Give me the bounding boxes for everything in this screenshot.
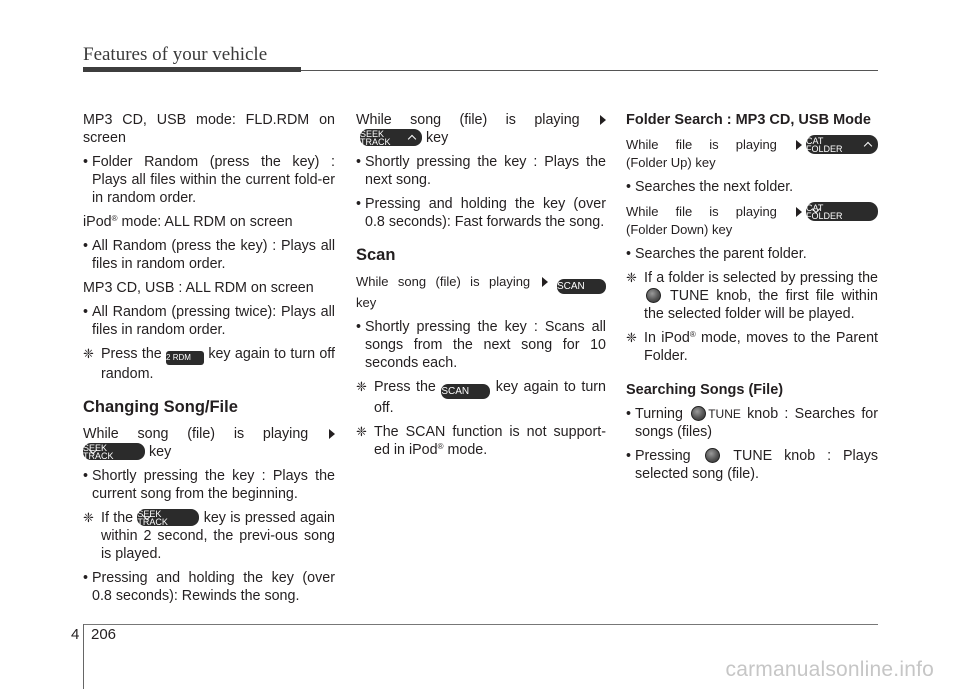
short-press-scan-bullet: • Shortly pressing the key : Scans all songs from the next song for 10 seconds each. [356,318,606,372]
folder-select-note: ❈ If a folder is selected by pressing the TUNE knob, the first file within the selected folder will be played. [626,270,878,322]
tune-knob-icon [705,448,720,463]
searching-songs-heading: Searching Songs (File) [626,382,784,398]
changing-song-heading: Changing Song/File [83,398,238,416]
play-triangle-icon [796,207,802,217]
folder-up-while-line: While file is playing CAT FOLDER [626,135,878,154]
play-triangle-icon [542,277,548,287]
hold-rewind-bullet: • Pressing and holding the key (over 0.8 seconds): Rewinds the song. [83,569,335,605]
hold-fast-forward-bullet: • Pressing and holding the key (over 0.8 seconds): Fast forwards the song. [356,195,606,231]
seek-track-up-key-icon: SEEK TRACK [360,129,422,146]
seek-down-key-line: SEEK TRACK key [83,443,172,461]
next-folder-bullet: • Searches the next folder. [626,178,878,196]
note-asterisk-icon: ❈ [626,330,637,345]
cat-folder-up-key-icon: CAT FOLDER [806,135,878,154]
folder-down-key-label: (Folder Down) key [626,222,733,237]
previous-song-note: ❈ If the SEEK TRACK key is pressed again within 2 second, the previ-ous song is played. [83,509,335,562]
seek-track-down-key-icon: SEEK TRACK [83,443,145,460]
tune-label: TUNE [708,407,741,421]
note-asterisk-icon: ❈ [626,270,637,285]
chapter-number: 4 [71,626,80,643]
short-press-restart-bullet: • Shortly pressing the key : Plays the current song from the beginning. [83,467,335,503]
tune-knob-icon [691,406,706,421]
cat-folder-down-key-icon: CAT FOLDER [806,202,878,221]
scan-while-playing-line: While song (file) is playing SCAN [356,273,606,294]
folder-random-bullet: • Folder Random (press the key) : Plays all files within the current fold-er in random order. [83,153,335,207]
seek-up-key-line: SEEK TRACK key [359,129,449,147]
all-random-bullet: • All Random (press the key) : Plays all files in random order. [83,237,335,273]
scan-ipod-note: ❈ The SCAN function is not support-ed in iPod® mode. [356,424,606,458]
parent-folder-bullet: • Searches the parent folder. [626,245,878,263]
rdm-off-note: ❈ Press the 2 RDM key again to turn off random. [83,346,335,382]
ipod-all-rdm-text: iPod® mode: ALL RDM on screen [83,214,293,230]
footer-divider [83,624,84,689]
site-watermark: carmanualsonline.info [725,658,934,681]
page-header-title: Features of your vehicle [83,44,268,65]
scan-key-word: key [356,295,377,310]
play-triangle-icon [600,115,606,125]
scan-off-note: ❈ Press the SCAN key again to turn off. [356,379,606,416]
column-2 [356,111,606,465]
seek-track-down-key-icon: SEEK TRACK [137,509,199,526]
footer-rule [83,624,878,625]
scan-key-icon: SCAN [441,384,490,399]
all-random-twice-bullet: • All Random (pressing twice): Plays all files in random order. [83,303,335,339]
folder-search-heading: Folder Search : MP3 CD, USB Mode [626,112,871,128]
ipod-parent-folder-note: ❈ In iPod® mode, moves to the Parent Folder. [626,330,878,364]
note-asterisk-icon: ❈ [83,346,94,361]
folder-up-key-label: (Folder Up) key [626,155,716,170]
note-asterisk-icon: ❈ [83,510,94,525]
play-triangle-icon [796,140,802,150]
note-asterisk-icon: ❈ [356,424,367,439]
scan-key-icon: SCAN [557,279,606,294]
while-playing-line: While song (file) is playing [83,425,335,443]
tune-knob-icon [646,288,661,303]
header-rule-thick [83,67,301,72]
folder-down-while-line: While file is playing CAT FOLDER [626,202,878,221]
short-press-next-bullet: • Shortly pressing the key : Plays the next song. [356,153,606,189]
mp3-all-rdm-text: MP3 CD, USB : ALL RDM on screen [83,280,314,296]
rdm-key-icon: 2 RDM [166,351,204,365]
turning-tune-bullet: • Turning TUNE knob : Searches for songs (files) [626,405,878,441]
scan-heading: Scan [356,246,396,264]
column-1 [83,111,335,611]
pressing-tune-bullet: • Pressing TUNE knob : Plays selected song (file). [626,447,878,483]
column-3 [626,111,878,489]
header-rule-thin [301,70,878,71]
while-playing-line: While song (file) is playing [356,111,606,129]
play-triangle-icon [329,429,335,439]
note-asterisk-icon: ❈ [356,379,367,394]
page-number: 206 [91,626,117,643]
mp3-fld-rdm-text: MP3 CD, USB mode: FLD.RDM on screen [83,112,335,146]
